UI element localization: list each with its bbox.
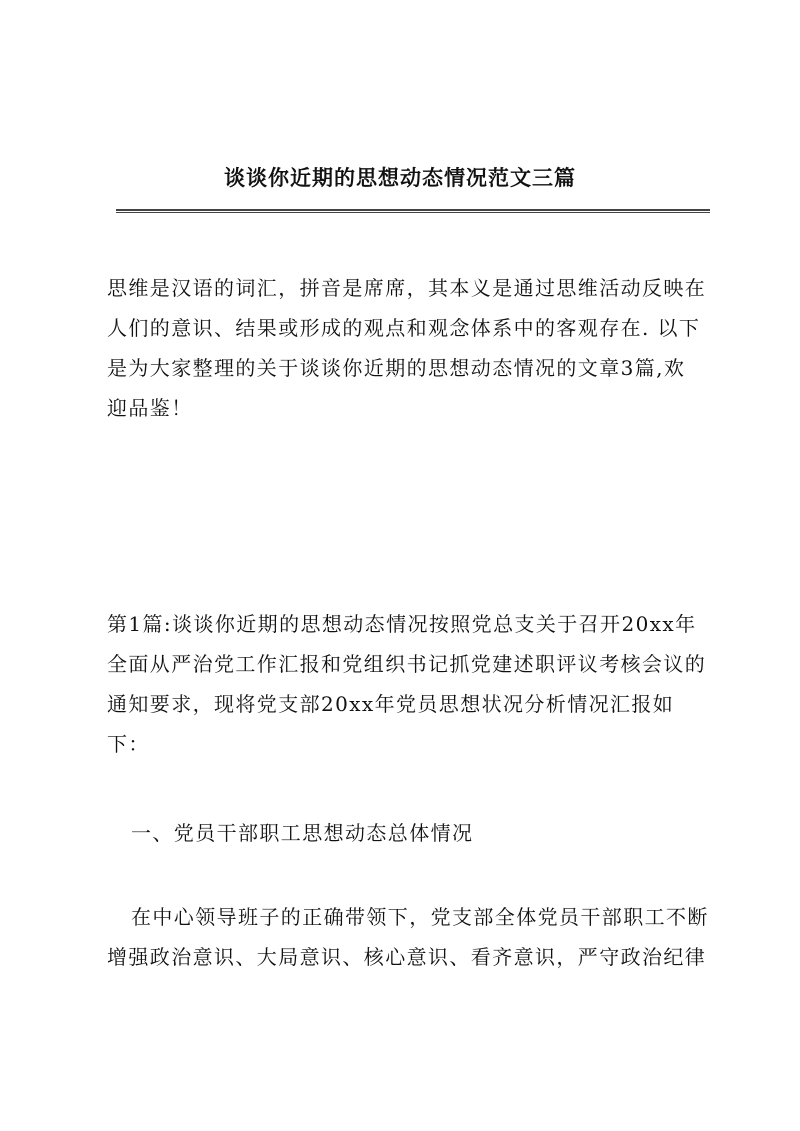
body-line: 在中心领导班子的正确带领下，党支部全体党员干部职工不断: [131, 905, 709, 929]
title-divider: [116, 209, 710, 213]
document-title: 谈谈你近期的思想动态情况范文三篇: [224, 165, 576, 190]
intro-line: 迎品鉴！: [107, 396, 193, 420]
intro-line: 是为大家整理的关于谈谈你近期的思想动态情况的文章3篇,欢: [107, 356, 686, 380]
intro-line: 人们的意识、结果或形成的观点和观念体系中的客观存在. 以下: [107, 316, 701, 340]
article-line: 通知要求，现将党支部20xx年党员思想状况分析情况汇报如: [107, 692, 675, 716]
article-1-paragraph: [107, 604, 707, 764]
intro-paragraph: [107, 268, 707, 428]
intro-line: 思维是汉语的词汇，拼音是席席，其本义是通过思维活动反映在: [107, 276, 707, 300]
section-heading-text: 一、党员干部职工思想动态总体情况: [131, 821, 474, 845]
body-line: 增强政治意识、大局意识、核心意识、看齐意识，严守政治纪律: [107, 945, 707, 969]
article-line: 第1篇:谈谈你近期的思想动态情况按照党总支关于召开20xx年: [107, 612, 697, 636]
article-line: 全面从严治党工作汇报和党组织书记抓党建述职评议考核会议的: [107, 652, 707, 676]
section-body-paragraph: [107, 897, 707, 977]
section-heading: [131, 813, 707, 853]
article-line: 下：: [107, 732, 150, 756]
